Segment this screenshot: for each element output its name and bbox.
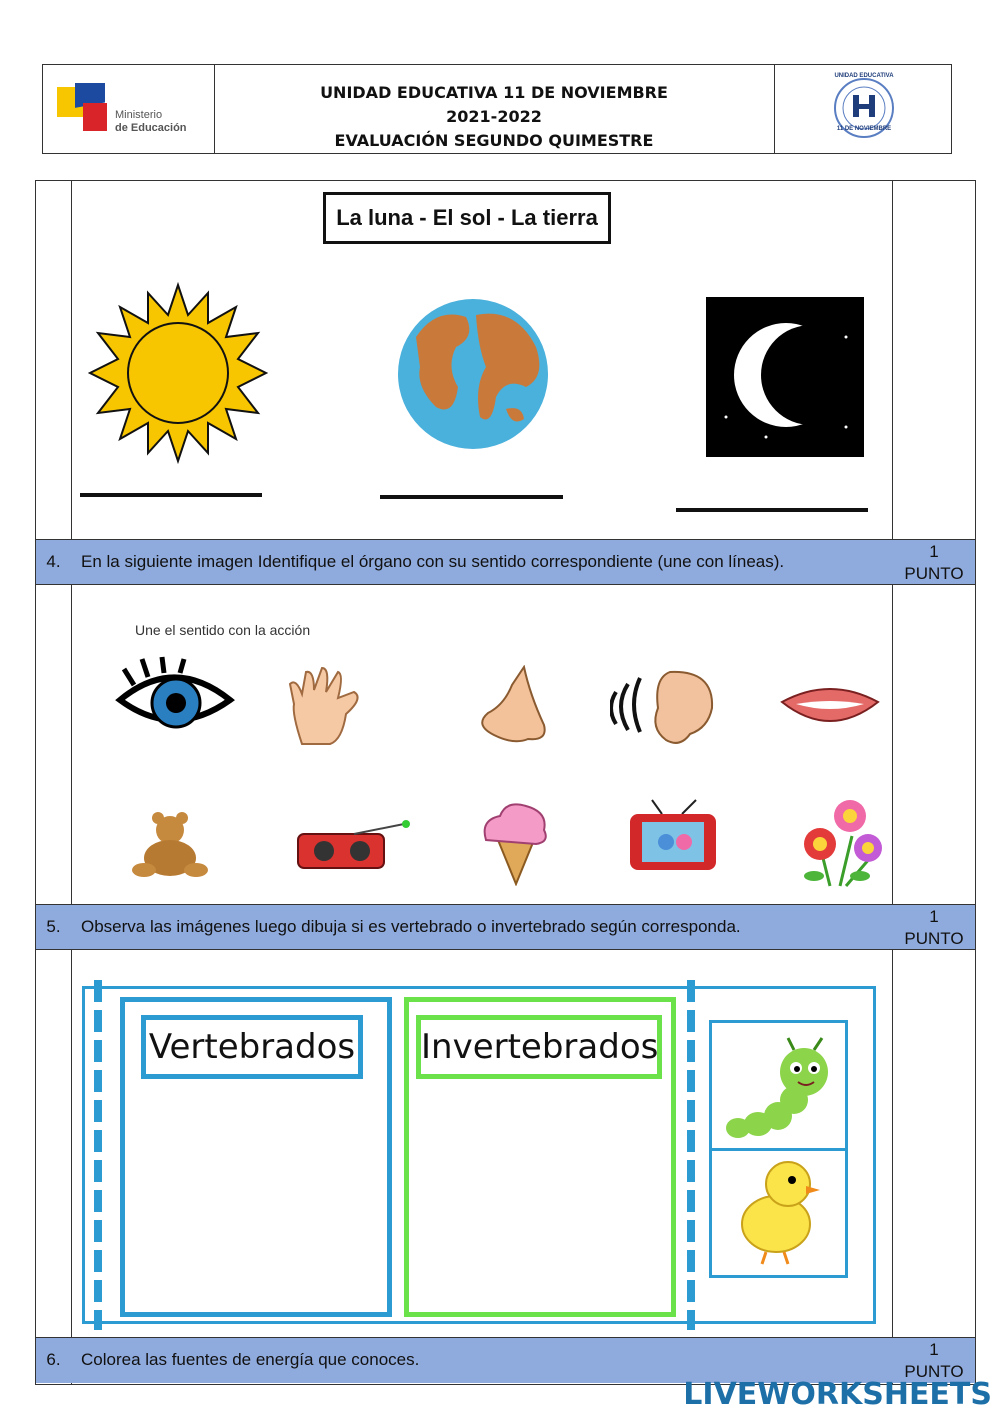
- question-text: Observa las imágenes luego dibuja si es vertebrado o invertebrado según corresponda.: [81, 917, 741, 936]
- liveworksheets-watermark: LIVEWORKSHEETS: [683, 1377, 992, 1412]
- television-icon[interactable]: [626, 798, 720, 878]
- flowers-icon[interactable]: [790, 796, 884, 890]
- question-points: 1 PUNTO: [904, 907, 964, 948]
- invertebrates-label: Invertebrados: [416, 1015, 662, 1079]
- caterpillar-icon[interactable]: [718, 1036, 830, 1144]
- nose-icon[interactable]: [474, 665, 554, 745]
- ministry-logo-text: Ministerio de Educación: [115, 109, 187, 134]
- question-row-5: [36, 904, 975, 950]
- question-text: Colorea las fuentes de energía que conoces.: [81, 1350, 420, 1369]
- answer-line-moon[interactable]: [676, 508, 868, 512]
- question-number: 4.: [46, 552, 61, 571]
- senses-instruction: Une el sentido con la acción: [135, 622, 311, 638]
- question-text: En la siguiente imagen Identifique el órgano con su sentido correspondiente (une con líneas).: [81, 552, 785, 571]
- question-points: 1 PUNTO: [904, 1340, 964, 1381]
- question-number: 5.: [46, 917, 61, 936]
- moon-icon: [706, 297, 864, 457]
- question-points: 1 PUNTO: [904, 542, 964, 583]
- ministry-logo-cell: [43, 65, 215, 153]
- ice-cream-icon[interactable]: [476, 800, 556, 886]
- vertebrates-label: Vertebrados: [141, 1015, 363, 1079]
- chick-icon[interactable]: [732, 1158, 824, 1268]
- animals-panel-divider: [709, 1148, 848, 1151]
- ear-icon[interactable]: [610, 668, 722, 750]
- answer-line-sun[interactable]: [80, 493, 262, 497]
- mouth-icon[interactable]: [778, 680, 882, 738]
- teddy-bear-icon[interactable]: [126, 812, 214, 878]
- question-row-4: [36, 539, 975, 585]
- radio-icon[interactable]: [294, 820, 418, 878]
- school-seal-top: UNIDAD EDUCATIVA: [834, 73, 894, 79]
- topic-title-box: La luna - El sol - La tierra: [323, 192, 611, 244]
- sun-icon: [88, 282, 268, 464]
- school-name: UNIDAD EDUCATIVA 11 DE NOVIEMBRE: [320, 83, 668, 102]
- dashed-divider-right: [687, 980, 695, 1330]
- ministry-flag-icon: [57, 83, 113, 135]
- evaluation-title: EVALUACIÓN SEGUNDO QUIMESTRE: [334, 131, 654, 150]
- header-title: [214, 81, 774, 153]
- school-logo-cell: [774, 65, 953, 153]
- school-year: 2021-2022: [446, 107, 542, 126]
- number-column-divider: [71, 181, 72, 1384]
- header-table: [42, 64, 952, 154]
- school-seal-bottom: 11 DE NOVIEMBRE: [836, 126, 892, 132]
- hand-icon[interactable]: [282, 664, 380, 748]
- earth-icon: [396, 297, 550, 451]
- dashed-divider-left: [94, 980, 102, 1330]
- answer-line-earth[interactable]: [380, 495, 563, 499]
- points-column-divider: [892, 181, 893, 1384]
- eye-icon[interactable]: [114, 655, 236, 740]
- question-number: 6.: [46, 1350, 61, 1369]
